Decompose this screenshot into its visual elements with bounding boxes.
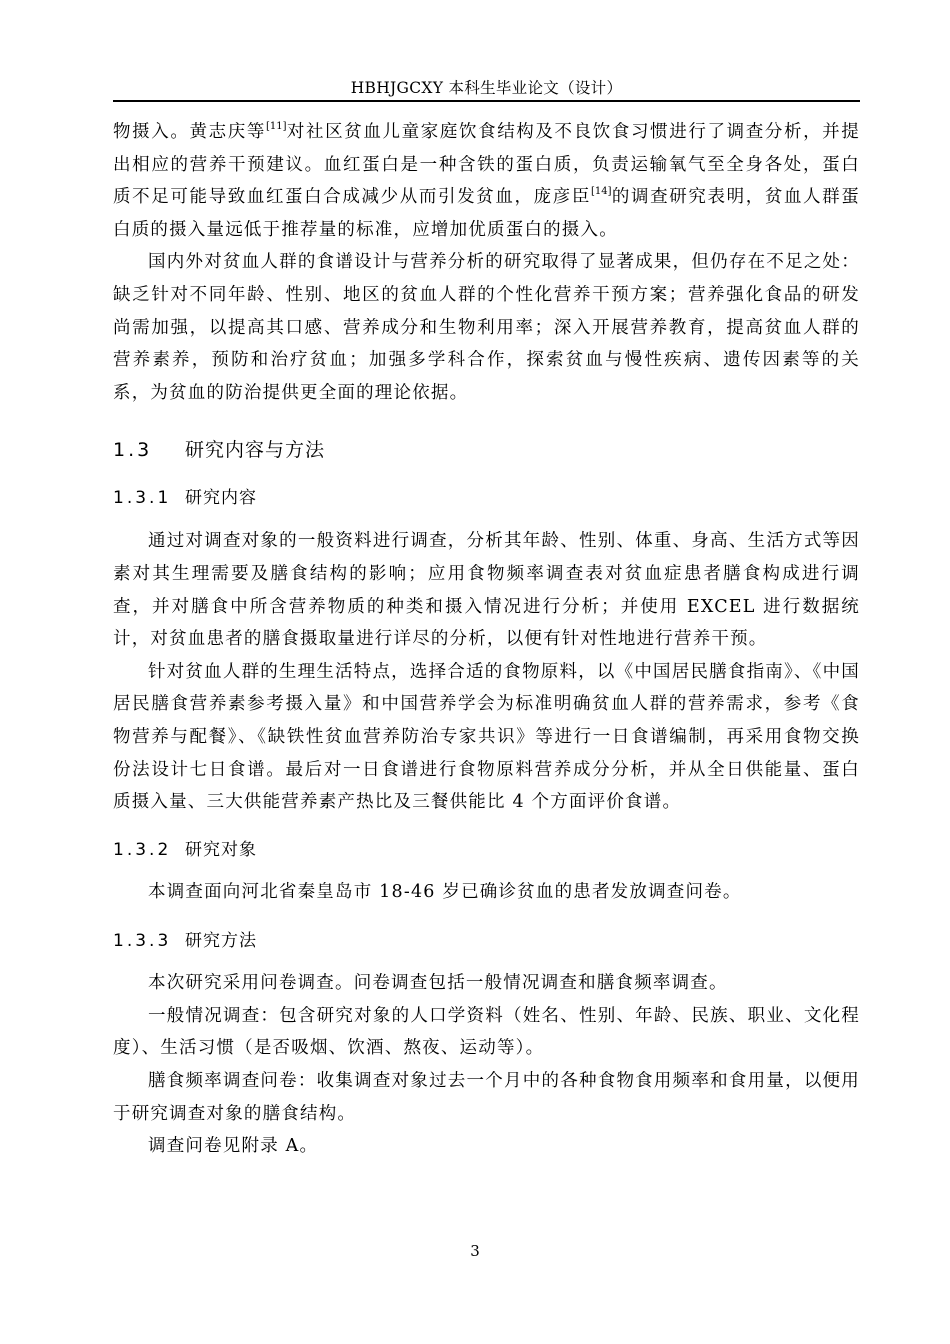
subsection-title: 研究内容 xyxy=(185,488,257,509)
paragraph: 本次研究采用问卷调查。问卷调查包括一般情况调查和膳食频率调查。 xyxy=(148,973,728,994)
running-header: HBHJGCXY 本科生毕业论文（设计） xyxy=(350,79,623,97)
paragraph: 针对贫血人群的生理生活特点，选择合适的食物原料，以《中国居民膳食指南》、《中国居民膳食营养素参考摄入量》和中国营养学会为标准明确贫血人群的营养需求，参考《食物营养与配餐》、《缺铁性贫血营养防治专家共识》等进行一日食谱编制，再采用食物交换份法设计七日食谱。最后对一日食谱进行食物原料营养成分分析，并从全日供能量、蛋白质摄入量、三大供能营养素产热比及三餐供能比 4 个方面评价食谱。 xyxy=(113,661,860,813)
paragraph: 本调查面向河北省秦皇岛市 18-46 岁已确诊贫血的患者发放调查问卷。 xyxy=(148,881,742,902)
paragraph: 通过对调查对象的一般资料进行调查，分析其年龄、性别、体重、身高、生活方式等因素对其生理需要及膳食结构的影响；应用食物频率调查表对贫血症患者膳食构成进行调查，并对膳食中所含营养物质的种类和摄入情况进行分析；并使用 EXCEL 进行数据统计，对贫血患者的膳食摄取量进行详尽的分析，以便有针对性地进行营养干预。 xyxy=(113,531,860,650)
page-body xyxy=(113,116,860,1163)
section-number: 1.3 xyxy=(113,439,153,462)
page-number: 3 xyxy=(470,1242,480,1260)
section-heading xyxy=(113,434,860,466)
subsection-heading xyxy=(113,834,860,866)
header-rule xyxy=(113,100,860,102)
paragraph: 国内外对贫血人群的食谱设计与营养分析的研究取得了显著成果，但仍存在不足之处：缺乏针对不同年龄、性别、地区的贫血人群的个性化营养干预方案；营养强化食品的研发尚需加强，以提高其口感、营养成分和生物利用率；深入开展营养教育，提高贫血人群的营养素养，预防和治疗贫血；加强多学科合作，探索贫血与慢性疾病、遗传因素等的关系，为贫血的防治提供更全面的理论依据。 xyxy=(113,252,860,403)
citation: [11] xyxy=(265,121,287,132)
paragraph: 物摄入。黄志庆等[11]对社区贫血儿童家庭饮食结构及不良饮食习惯进行了调查分析，并提出相应的营养干预建议。血红蛋白是一种含铁的蛋白质，负责运输氧气至全身各处，蛋白质不足可能导致血红蛋白合成减少从而引发贫血，庞彦臣[14]的调查研究表明，贫血人群蛋白质的摄入量远低于推荐量的标准，应增加优质蛋白的摄入。 xyxy=(113,121,861,240)
subsection-heading xyxy=(113,482,860,514)
subsection-number: 1.3.2 xyxy=(113,839,172,860)
citation: [14] xyxy=(590,186,612,198)
paragraph: 膳食频率调查问卷：收集调查对象过去一个月中的各种食物食用频率和食用量，以便用于研究调查对象的膳食结构。 xyxy=(113,1071,860,1124)
subsection-title: 研究对象 xyxy=(185,839,257,860)
subsection-number: 1.3.1 xyxy=(113,488,172,509)
subsection-number: 1.3.3 xyxy=(113,931,172,952)
subsection-title: 研究方法 xyxy=(185,931,257,952)
section-title: 研究内容与方法 xyxy=(185,439,326,462)
paragraph: 一般情况调查：包含研究对象的人口学资料（姓名、性别、年龄、民族、职业、文化程度）、生活习惯（是否吸烟、饮酒、熬夜、运动等）。 xyxy=(113,1005,860,1059)
subsection-heading xyxy=(113,925,860,957)
paragraph: 调查问卷见附录 A。 xyxy=(148,1136,319,1157)
